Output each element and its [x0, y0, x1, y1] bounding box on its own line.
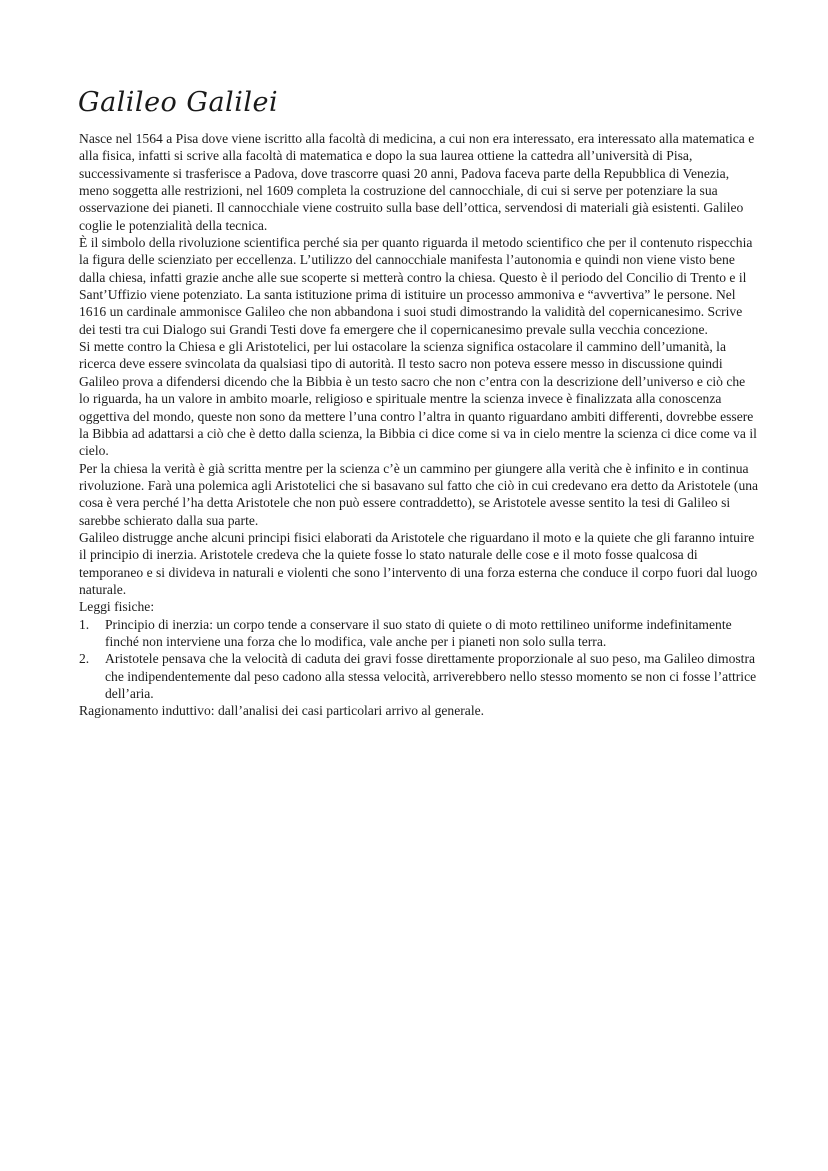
- list-item: [79, 650, 759, 702]
- physical-laws-list: [79, 616, 759, 703]
- paragraph-motion-principles: Galileo distrugge anche alcuni principi fisici elaborati da Aristotele che riguardano il moto e la quiete che gli faranno intuire il principio di inerzia. Aristotele credeva che la quiete fosse lo stato naturale delle cose e il moto fosse qualcosa di temporaneo e si divideva in naturali e violenti che sono l’intervento di una forza esterna che conduce il corpo fuori dal luogo naturale.: [79, 529, 758, 597]
- physical-laws-heading: Leggi fisiche:: [79, 599, 155, 615]
- paragraph-scientific-revolution: È il simbolo della rivoluzione scientifica perché sia per quanto riguarda il metodo scientifico che per il contenuto rispecchia la figura delle scienziato per eccellenza. L’utilizzo del cannocchiale manifesta l’autonomia e quindi non viene visto bene dalla chiesa, infatti grazie anche alle sue scoperte si metterà contro la chiesa. Questo è il periodo del Concilio di Trento e il Sant’Uffizio viene potenziato. La santa istituzione prima di istituire un processo ammoniva e “avvertiva” le persone. Nel 1616 un cardinale ammonisce Galileo che non abbandona i suoi studi dimostrando la validità del copernicanesimo. Scrive dei testi tra cui Dialogo sui Grandi Testi dove fa emergere che il copernicanesimo prevale sulla vecchia concezione.: [79, 235, 753, 337]
- document-title: Galileo Galilei: [78, 87, 279, 118]
- closing-line: Ragionamento induttivo: dall’analisi dei casi particolari arrivo al generale.: [79, 703, 485, 719]
- list-item-text: Principio di inerzia: un corpo tende a conservare il suo stato di quiete o di moto rettilineo uniforme indefinitamente finché non interviene una forza che lo modifica, vale anche per i pianeti non solo sulla terra.: [105, 616, 732, 649]
- list-item-number: 1.: [79, 616, 90, 632]
- document-body: [79, 130, 759, 720]
- paragraph-birth-and-telescope: Nasce nel 1564 a Pisa dove viene iscritto alla facoltà di medicina, a cui non era interessato, era interessato alla matematica e alla fisica, infatti si scrive alla facoltà di matematica e dopo la sua laurea ottiene la cattedra all’università di Pisa, successivamente si trasferisce a Padova, dove trascorre quasi 20 anni, Padova faceva parte della Repubblica di Venezia, meno soggetta alle restrizioni, nel 1609 completa la costruzione del cannocchiale, di cui si serve per potenziare la sua osservazione dei pianeti. Il cannocchiale viene costruito sulla base dell’ottica, servendosi di materiali già esistenti. Galileo coglie le potenzialità della tecnica.: [79, 131, 755, 233]
- list-item: [79, 616, 759, 651]
- paragraph-truth-and-aristotelians: Per la chiesa la verità è già scritta mentre per la scienza c’è un cammino per giungere alla verità che è infinito e in continua rivoluzione. Farà una polemica agli Aristotelici che si basavano sul fatto che ciò in cui credevano era detto da Aristotele (una cosa è vera perché l’ha detta Aristotele che non può essere contraddetto), se Aristotele avesse sentito la tesi di Galileo si sarebbe schierato dalla sua parte.: [79, 460, 759, 528]
- list-item-number: 2.: [79, 651, 90, 667]
- list-item-text: Aristotele pensava che la velocità di caduta dei gravi fosse direttamente proporzionale al suo peso, ma Galileo dimostra che indipendentemente dal peso cadono alla stessa velocità, arriverebbero nello stesso momento se non ci fosse l’attrice dell’aria.: [105, 651, 757, 701]
- paragraph-church-conflict: Si mette contro la Chiesa e gli Aristotelici, per lui ostacolare la scienza significa ostacolare il cammino dell’umanità, la ricerca deve essere svincolata da qualsiasi tipo di autorità. Il testo sacro non poteva essere messo in discussione quindi Galileo prova a difendersi dicendo che la Bibbia è un testo sacro che non c’entra con la descrizione dell’universo e ciò che lo riguarda, ha un valore in ambito moarle, religioso e spirituale mentre la scienza invece è finalizzata alla conoscenza oggettiva del mondo, queste non sono da mettere l’una contro l’altra in quanto riguardano ambiti differenti, dovrebbe essere la Bibbia ad adattarsi a ciò che è detto dalla scienza, la Bibbia ci dice come si va in cielo mentre la scienza ci dice come va il cielo.: [79, 339, 757, 459]
